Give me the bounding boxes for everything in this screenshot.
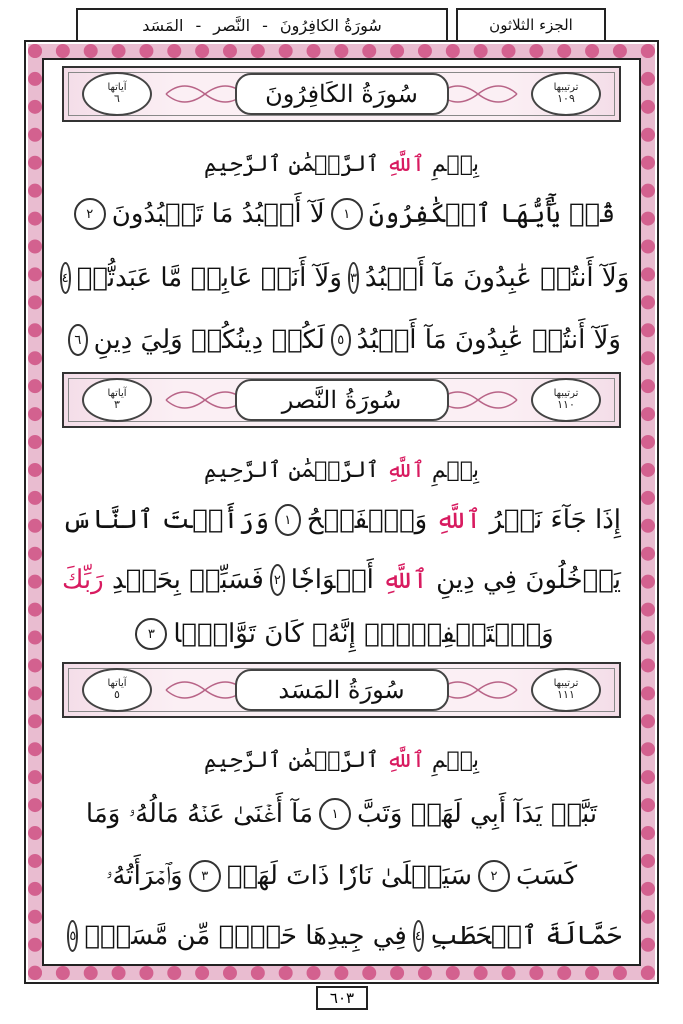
surah-banner-masad — [62, 662, 621, 718]
verse-text: إِذَا جَآءَ نَصۡرُ — [489, 505, 621, 535]
arabesque-ornament — [437, 674, 519, 706]
verse-text: سَيَصۡلَىٰ نَارٗا ذَاتَ لَهَبٖ — [226, 861, 472, 891]
verse-text: يَدۡخُلُونَ فِي دِينِ — [436, 565, 621, 595]
verse-text: لَكُمۡ دِينُكُمۡ وَلِيَ دِينِ — [93, 325, 325, 355]
verse-text: تَبَّتۡ يَدَآ أَبِي لَهَبٖ وَتَبَّ — [357, 799, 598, 829]
verse-number-marker: ٢ — [270, 564, 285, 596]
ayat-label: آياتها — [107, 387, 127, 399]
verse-text: فَسَبِّحۡ بِحَمۡدِ — [111, 565, 264, 595]
surah-order: ١١١ — [557, 688, 575, 702]
order-label: ترتيبها — [553, 677, 579, 689]
verse-text: وَرَأَيۡتَ ٱلنَّاسَ — [62, 505, 270, 535]
surah-order-medallion — [531, 378, 601, 422]
basmala-bism: بِسۡمِ — [431, 457, 480, 483]
verse-line — [62, 610, 621, 658]
basmala-bism: بِسۡمِ — [431, 151, 480, 177]
verse-text: لَآ أَعۡبُدُ مَا تَعۡبُدُونَ — [111, 199, 325, 229]
verse-number-marker: ١ — [275, 504, 301, 536]
verse-text: مَآ أَغۡنَىٰ عَنۡهُ مَالُهُۥ وَمَا — [85, 798, 314, 829]
ayat-count-medallion — [82, 378, 152, 422]
juz-label: الجزء الثلاثون — [489, 16, 573, 34]
basmala-allah: ٱللَّهِ — [386, 457, 425, 483]
basmala-rest: ٱلرَّحۡمَٰنِ ٱلرَّحِيمِ — [203, 457, 380, 483]
basmala-rest: ٱلرَّحۡمَٰنِ ٱلرَّحِيمِ — [203, 747, 380, 773]
ayat-count: ٦ — [114, 92, 120, 106]
verse-line — [61, 254, 630, 302]
verse-number-marker: ٢ — [74, 198, 106, 230]
verse-line — [62, 556, 621, 604]
header-surah-masad: المَسَد — [142, 15, 184, 35]
arabesque-ornament — [437, 384, 519, 416]
divine-name: ٱللَّهِ — [382, 565, 428, 595]
order-label: ترتيبها — [553, 81, 579, 93]
ayat-label: آياتها — [107, 81, 127, 93]
arabesque-ornament — [437, 78, 519, 110]
verse-text: وَلَآ أَنتُمۡ عَٰبِدُونَ مَآ أَعۡبُدُ — [364, 263, 630, 293]
ayat-count-medallion — [82, 72, 152, 116]
verse-line — [62, 316, 621, 364]
verse-text: فِي جِيدِهَا حَبۡلٞ مِّن مَّسَدِۭ — [84, 921, 407, 951]
verse-text: وَلَآ أَنتُمۡ عَٰبِدُونَ مَآ أَعۡبُدُ — [356, 325, 621, 355]
page-number: ٦٠٣ — [316, 986, 368, 1010]
verse-number-marker: ٣ — [348, 262, 359, 294]
verse-text: كَسَبَ — [516, 861, 578, 891]
verse-text: وَٱمۡرَأَتُهُۥ — [105, 860, 183, 891]
basmala-allah: ٱللَّهِ — [386, 151, 425, 177]
surah-order-medallion — [531, 72, 601, 116]
verse-number-marker: ٦ — [68, 324, 88, 356]
divine-name: رَبِّكَ — [62, 565, 104, 595]
ayat-label: آياتها — [107, 677, 127, 689]
basmala-rest: ٱلرَّحۡمَٰنِ ٱلرَّحِيمِ — [203, 151, 380, 177]
verse-text: أَفۡوَاجٗا — [290, 565, 374, 595]
verse-text: وَٱسۡتَغۡفِرۡهُۚ إِنَّهُۥ كَانَ تَوَّابَۢا — [173, 619, 554, 649]
verse-text: وَلَآ أَنَا۠ عَابِدٞ مَّا عَبَدتُّمۡ — [76, 263, 342, 293]
header-surah-kafirun: سُورَةُ الكافِرُونَ — [279, 15, 382, 35]
verse-line — [62, 790, 621, 838]
ayat-count-medallion — [82, 668, 152, 712]
verse-line — [62, 912, 621, 960]
header-dash: - — [195, 15, 202, 35]
surah-title: سُورَةُ النَّصر — [235, 379, 449, 421]
ayat-count: ٣ — [114, 398, 120, 412]
surah-banner-kafirun — [62, 66, 621, 122]
verse-text: وَٱلۡفَتۡحُ — [306, 505, 428, 535]
verse-line — [62, 190, 621, 238]
verse-line — [62, 852, 621, 900]
surah-title: سُورَةُ الكَافِرُونَ — [235, 73, 449, 115]
surah-banner-nasr — [62, 372, 621, 428]
surah-order: ١٠٩ — [557, 92, 575, 106]
surah-order-medallion — [531, 668, 601, 712]
surah-order: ١١٠ — [557, 398, 575, 412]
verse-number-marker: ٥ — [67, 920, 78, 952]
basmala — [62, 446, 621, 494]
verse-number-marker: ٥ — [331, 324, 351, 356]
verse-text: حَمَّالَةَ ٱلۡحَطَبِ — [429, 921, 622, 951]
divine-name: ٱللَّهِ — [435, 505, 482, 535]
basmala — [62, 140, 621, 188]
surah-names-header — [76, 8, 448, 42]
juz-header — [456, 8, 606, 42]
ayat-count: ٥ — [114, 688, 120, 702]
header-dash: - — [262, 15, 268, 35]
basmala — [62, 736, 621, 784]
verse-number-marker: ٤ — [60, 262, 71, 294]
verse-number-marker: ١ — [331, 198, 363, 230]
header-surah-nasr: النَّصر — [213, 15, 251, 35]
order-label: ترتيبها — [553, 387, 579, 399]
verse-number-marker: ٣ — [189, 860, 221, 892]
verse-line — [62, 496, 621, 544]
verse-number-marker: ٤ — [413, 920, 424, 952]
verse-number-marker: ١ — [319, 798, 351, 830]
basmala-bism: بِسۡمِ — [431, 747, 480, 773]
basmala-allah: ٱللَّهِ — [386, 747, 425, 773]
verse-number-marker: ٣ — [135, 618, 167, 650]
surah-title: سُورَةُ المَسَد — [235, 669, 449, 711]
verse-text: قُلۡ يَٰٓأَيُّهَا ٱلۡكَٰفِرُونَ — [368, 199, 616, 229]
verse-number-marker: ٢ — [478, 860, 510, 892]
